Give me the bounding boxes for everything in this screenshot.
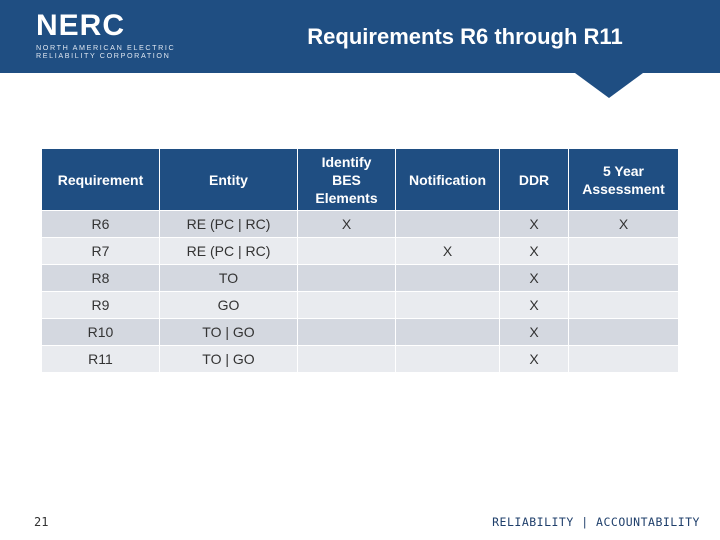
cell-ddr: X [500, 346, 569, 373]
cell-entity: GO [160, 292, 298, 319]
header-requirement: Requirement [42, 149, 160, 211]
cell-5-year-assessment [569, 238, 679, 265]
cell-identify-bes [298, 238, 396, 265]
cell-identify-bes [298, 319, 396, 346]
logo-line-2: RELIABILITY CORPORATION [36, 51, 171, 60]
cell-entity: RE (PC | RC) [160, 211, 298, 238]
cell-notification [396, 346, 500, 373]
cell-notification [396, 319, 500, 346]
header-5-year-assessment: 5 Year Assessment [569, 149, 679, 211]
cell-entity: TO [160, 265, 298, 292]
cell-identify-bes [298, 292, 396, 319]
logo-line-1: NORTH AMERICAN ELECTRIC [36, 43, 176, 52]
table-row [42, 265, 679, 292]
cell-identify-bes: X [298, 211, 396, 238]
cell-notification [396, 292, 500, 319]
logo-wordmark: NERC [36, 9, 126, 42]
cell-entity: RE (PC | RC) [160, 238, 298, 265]
table-row [42, 211, 679, 238]
cell-5-year-assessment [569, 292, 679, 319]
cell-requirement: R9 [42, 292, 160, 319]
cell-ddr: X [500, 211, 569, 238]
cell-ddr: X [500, 319, 569, 346]
slide-title: Requirements R6 through R11 [307, 24, 623, 49]
cell-notification: X [396, 238, 500, 265]
cell-5-year-assessment [569, 265, 679, 292]
header-notification: Notification [396, 149, 500, 211]
header-ddr: DDR [500, 149, 569, 211]
cell-notification [396, 211, 500, 238]
cell-requirement: R8 [42, 265, 160, 292]
cell-requirement: R7 [42, 238, 160, 265]
cell-identify-bes [298, 346, 396, 373]
table-row [42, 346, 679, 373]
cell-ddr: X [500, 238, 569, 265]
cell-5-year-assessment [569, 319, 679, 346]
requirements-table [41, 148, 679, 373]
table-header-row [42, 149, 679, 211]
cell-5-year-assessment [569, 346, 679, 373]
slide-number: 21 [34, 515, 49, 529]
cell-identify-bes [298, 265, 396, 292]
cell-entity: TO | GO [160, 346, 298, 373]
cell-requirement: R10 [42, 319, 160, 346]
cell-5-year-assessment: X [569, 211, 679, 238]
header-banner [0, 0, 720, 73]
nerc-logo [36, 9, 186, 60]
table-row [42, 319, 679, 346]
table-row [42, 238, 679, 265]
header-entity: Entity [160, 149, 298, 211]
footer-tagline: RELIABILITY | ACCOUNTABILITY [492, 515, 700, 529]
cell-ddr: X [500, 292, 569, 319]
table-row [42, 292, 679, 319]
cell-requirement: R11 [42, 346, 160, 373]
cell-ddr: X [500, 265, 569, 292]
cell-notification [396, 265, 500, 292]
header-identify-bes-elements: Identify BES Elements [298, 149, 396, 211]
header-notch-decoration [575, 73, 643, 98]
cell-requirement: R6 [42, 211, 160, 238]
cell-entity: TO | GO [160, 319, 298, 346]
